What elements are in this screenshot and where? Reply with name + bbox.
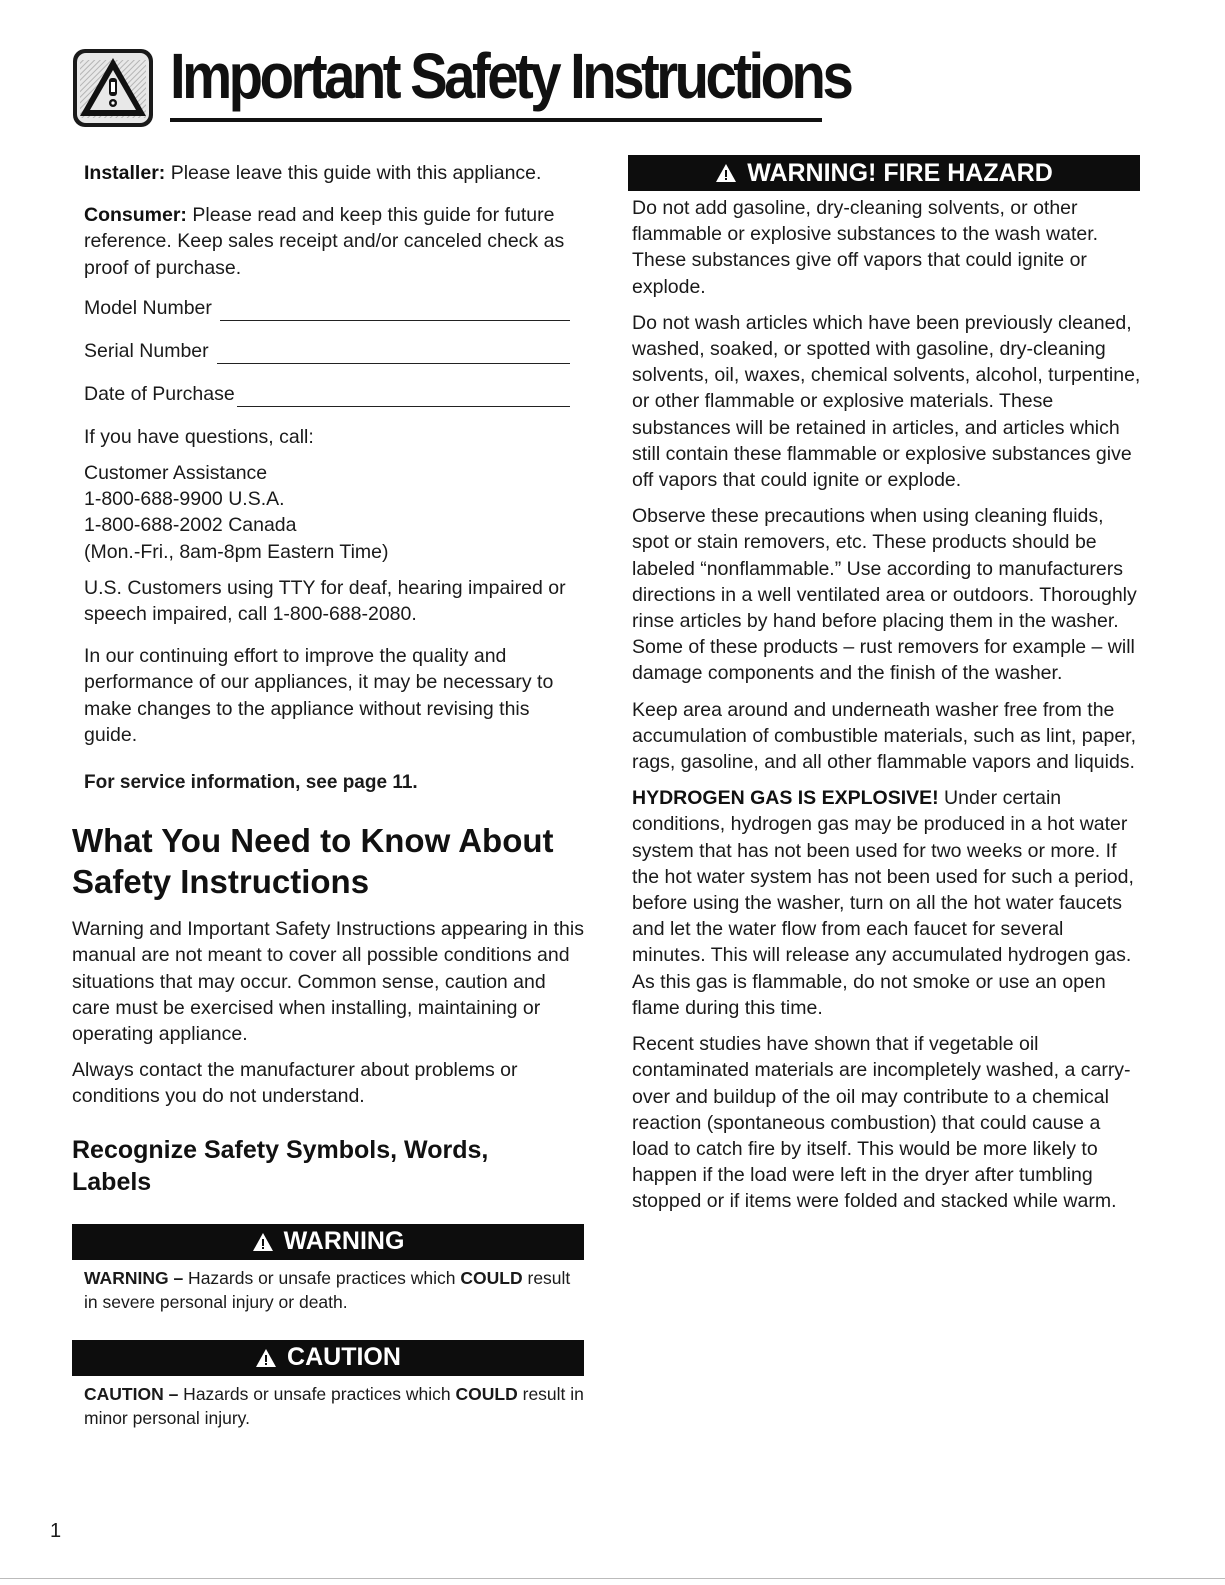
tty-text: U.S. Customers using TTY for deaf, hearing impaired or speech impaired, call 1-800-688-2080. — [84, 576, 566, 626]
warning-text: Hazards or unsafe practices which — [183, 1267, 461, 1288]
questions-text: If you have questions, call: — [84, 425, 314, 448]
field-label: Date of Purchase — [84, 382, 235, 405]
right-column — [632, 155, 1142, 1215]
caution-text: Hazards or unsafe practices which — [178, 1383, 456, 1404]
contact-line: 1-800-688-9900 U.S.A. — [84, 488, 285, 511]
contact-line: 1-800-688-2002 Canada — [84, 514, 297, 537]
warning-triangle-icon — [715, 163, 737, 183]
hydrogen-label: HYDROGEN GAS IS EXPLOSIVE! — [632, 787, 939, 810]
installer-text: Please leave this guide with this appliance. — [165, 162, 542, 184]
section-paragraph: Warning and Important Safety Instructions appearing in this manual are not meant to cover all possible conditions and situations that may occur. Common sense, caution and care must be exercised when installing, maintaining or operating appliance. — [72, 918, 584, 1046]
fire-paragraph: Observe these precautions when using cleaning fluids, spot or stain removers, etc. These products should be labeled “nonflammable.” Use according to manufacturers directions in a well ventilated area or outdoors. Thoroughly rinse articles by hand before placing them in the washer. Some of these products – rust removers for example – will damage components and the finish of the washer. — [632, 505, 1137, 685]
caution-bar-label: CAUTION — [287, 1343, 401, 1372]
consumer-text: Please read and keep this guide for future reference. Keep sales receipt and/or canceled check as proof of purchase. — [84, 204, 565, 279]
section-title: What You Need to Know About Safety Instructions — [72, 822, 554, 901]
caution-triangle-icon — [72, 48, 154, 128]
page-number: 1 — [50, 1520, 62, 1542]
date-of-purchase-line[interactable] — [237, 386, 570, 407]
caution-bar — [72, 1340, 584, 1376]
title-underline — [170, 118, 822, 122]
contact-line: Customer Assistance — [84, 462, 268, 485]
fire-paragraph: Recent studies have shown that if vegetable oil contaminated materials are incompletely washed, a carry-over and buildup of the oil may contribute to a chemical reaction (spontaneous combustion) that could cause a load to catch fire by itself. This would be more likely to happen if the load were left in the dryer after tumbling stopped or if items were folded and stacked while warm. — [632, 1033, 1131, 1213]
page-title: Important Safety Instructions — [170, 40, 851, 112]
section-paragraph: Always contact the manufacturer about problems or conditions you do not understand. — [72, 1059, 518, 1108]
contact-block — [84, 460, 584, 565]
warning-bar — [72, 1224, 584, 1260]
bottom-divider — [0, 1578, 1225, 1579]
subsection-title: Recognize Safety Symbols, Words, Labels — [72, 1135, 489, 1196]
serial-number-field[interactable] — [84, 338, 584, 364]
service-info: For service information, see page 11. — [84, 772, 418, 794]
could-emphasis: COULD — [460, 1267, 523, 1288]
warning-text: result in severe personal injury or death. — [84, 1267, 571, 1312]
consumer-label: Consumer: — [84, 204, 187, 227]
caution-text: result in minor personal injury. — [84, 1383, 584, 1428]
caution-description — [84, 1382, 584, 1430]
warning-bar-label: WARNING — [283, 1227, 405, 1256]
model-number-field[interactable] — [84, 295, 584, 321]
fire-hazard-bar — [628, 155, 1140, 191]
improve-text: In our continuing effort to improve the quality and performance of our appliances, it may be necessary to make changes to the appliance without revising this guide. — [84, 645, 554, 746]
date-of-purchase-field[interactable] — [84, 381, 584, 407]
could-emphasis: COULD — [455, 1383, 518, 1404]
hydrogen-text: Under certain conditions, hydrogen gas may be produced in a hot water system that has not been used for two weeks or more. If the hot water system has not been used for such a period, before using the washer, turn on all the hot water faucets and let the water flow from each faucet for several minutes. This will release any accumulated hydrogen gas. As this gas is flammable, do not smoke or use an open flame during this time. — [632, 787, 1134, 1019]
left-column — [72, 160, 584, 1430]
field-label: Model Number — [84, 296, 212, 319]
field-label: Serial Number — [84, 339, 209, 362]
warning-label: WARNING – — [84, 1267, 184, 1288]
consumer-note — [84, 202, 584, 281]
fire-paragraph: Do not add gasoline, dry-cleaning solvents, or other flammable or explosive substances to the wash water. These substances give off vapors that could ignite or explode. — [632, 197, 1099, 298]
serial-number-line[interactable] — [217, 343, 570, 364]
fire-hazard-label: WARNING! FIRE HAZARD — [747, 158, 1053, 187]
warning-triangle-icon — [252, 1232, 274, 1252]
hydrogen-paragraph — [632, 785, 1142, 1021]
page-header — [72, 40, 851, 130]
model-number-line[interactable] — [220, 300, 570, 321]
contact-line: (Mon.-Fri., 8am-8pm Eastern Time) — [84, 540, 389, 563]
installer-note — [84, 160, 584, 186]
fire-paragraph: Keep area around and underneath washer free from the accumulation of combustible materials, such as lint, paper, rags, gasoline, and all other flammable vapors and liquids. — [632, 698, 1137, 774]
warning-description — [84, 1266, 584, 1314]
installer-label: Installer: — [84, 162, 166, 184]
fire-paragraph: Do not wash articles which have been previously cleaned, washed, soaked, or spotted with gasoline, dry-cleaning solvents, oil, waxes, chemical solvents, alcohol, turpentine, or other flammable or explosive materials. These substances will be retained in articles, and articles which still contain these flammable or explosive substances give off vapors that could ignite or explode. — [632, 311, 1141, 492]
caution-label: CAUTION – — [84, 1383, 179, 1404]
caution-triangle-icon — [255, 1348, 277, 1368]
